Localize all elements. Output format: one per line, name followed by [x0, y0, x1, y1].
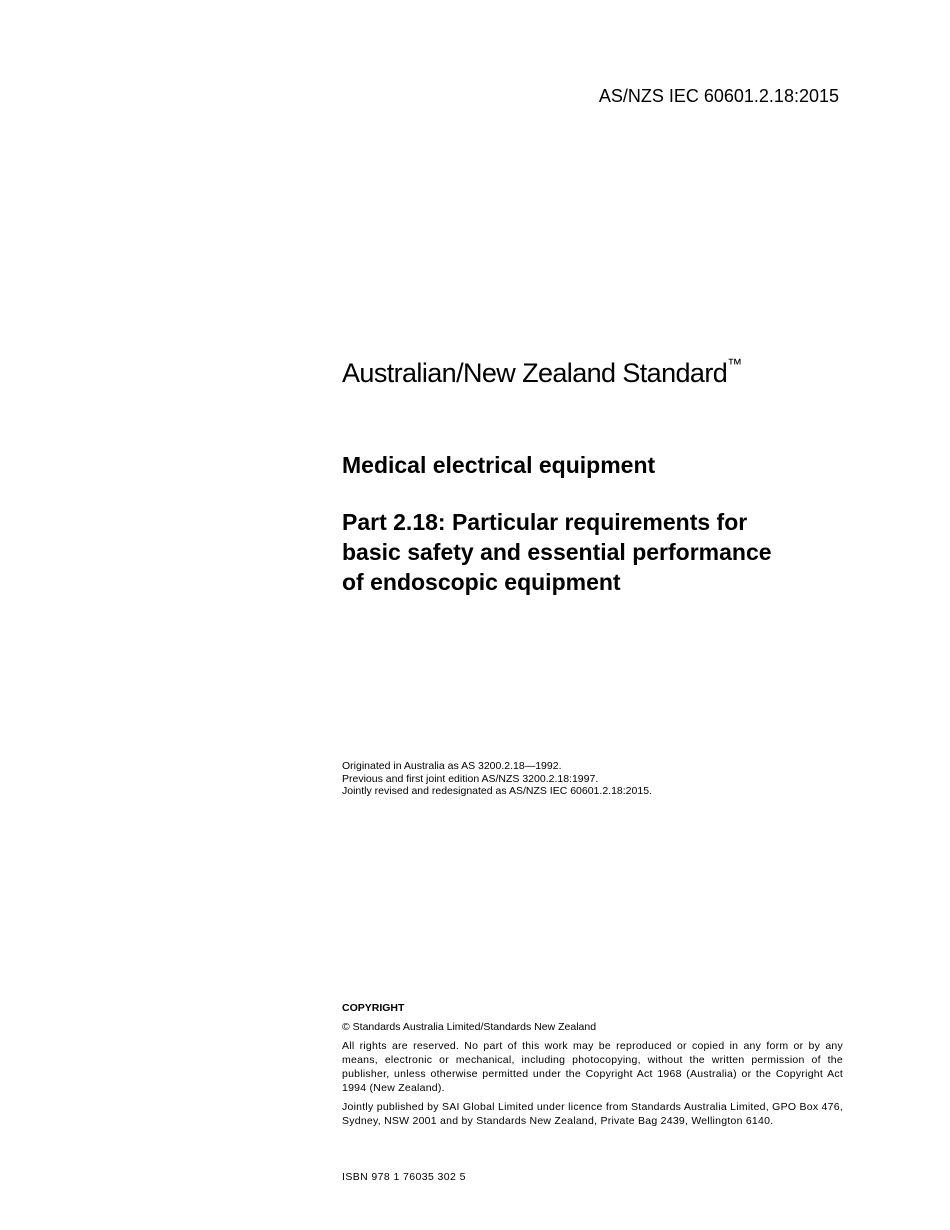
- standard-type-heading: [342, 358, 843, 389]
- history-line: Originated in Australia as AS 3200.2.18—1992.: [342, 760, 562, 772]
- document-title: Medical electrical equipment: [342, 452, 656, 478]
- copyright-section: [342, 1001, 843, 1133]
- copyright-publisher-notice: Jointly published by SAI Global Limited under licence from Standards Australia Limited, GPO Box 476, Sydney, NSW 2001 and by Standards New Zealand, Private Bag 2439, Wellington 6140.: [342, 1101, 843, 1127]
- copyright-heading: COPYRIGHT: [342, 1002, 405, 1014]
- isbn: ISBN 978 1 76035 302 5: [342, 1171, 466, 1183]
- part-title-line: basic safety and essential performance: [342, 539, 772, 565]
- part-title: [342, 507, 862, 597]
- standard-number: AS/NZS IEC 60601.2.18:2015: [598, 86, 839, 106]
- copyright-owner: © Standards Australia Limited/Standards New Zealand: [342, 1021, 597, 1033]
- history-line: Previous and first joint edition AS/NZS 3200.2.18:1997.: [342, 772, 599, 785]
- part-title-line: of endoscopic equipment: [342, 569, 621, 595]
- part-title-line: Part 2.18: Particular requirements for: [342, 509, 748, 535]
- standard-type-text: Australian/New Zealand Standard: [342, 358, 728, 388]
- edition-history: [342, 760, 843, 798]
- history-line: Jointly revised and redesignated as AS/NZS IEC 60601.2.18:2015.: [342, 785, 652, 797]
- copyright-rights-notice: All rights are reserved. No part of this work may be reproduced or copied in any form or by any means, electronic or mechanical, including photocopying, without the written permission of the publisher, unless otherwise permitted under the Copyright Act 1968 (Australia) or the Copyright Act 1994 (New Zealand).: [342, 1040, 843, 1094]
- trademark-symbol: ™: [727, 356, 742, 373]
